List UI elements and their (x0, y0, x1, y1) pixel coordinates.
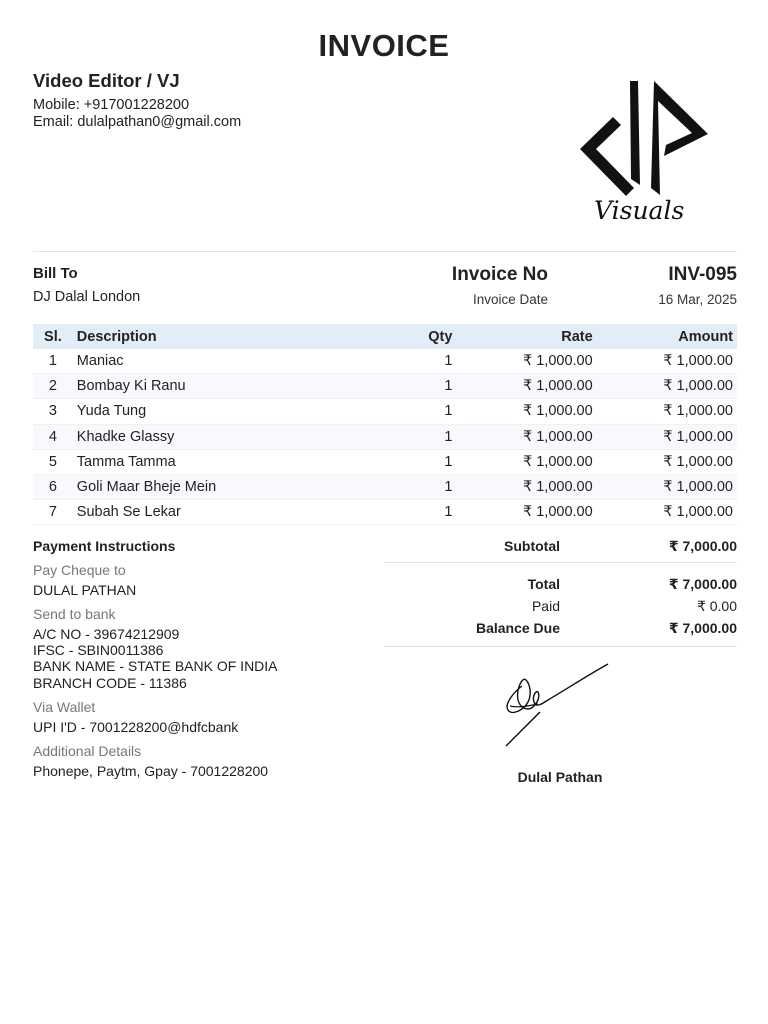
cell-sl: 3 (33, 399, 73, 424)
cell-qty: 1 (375, 449, 453, 474)
invoice-number-label: Invoice No (451, 264, 548, 285)
cell-rate: ₹ 1,000.00 (452, 349, 592, 374)
table-row (33, 424, 737, 449)
cell-description: Bombay Ki Ranu (73, 374, 375, 399)
cell-amount: ₹ 1,000.00 (593, 500, 737, 525)
cell-qty: 1 (375, 474, 453, 499)
header-qty: Qty (375, 324, 453, 349)
bank-name: BANK NAME - STATE BANK OF INDIA (33, 658, 278, 674)
cell-description: Tamma Tamma (73, 449, 375, 474)
invoice-date: 16 Mar, 2025 (658, 292, 737, 307)
table-row (33, 374, 737, 399)
header-description: Description (73, 324, 375, 349)
header-divider (33, 251, 737, 252)
cell-sl: 1 (33, 349, 73, 374)
bank-label: Send to bank (33, 606, 116, 622)
cell-amount: ₹ 1,000.00 (593, 349, 737, 374)
cheque-payee: DULAL PATHAN (33, 582, 137, 598)
cell-qty: 1 (375, 399, 453, 424)
cell-description: Goli Maar Bheje Mein (73, 474, 375, 499)
bank-ifsc: IFSC - SBIN0011386 (33, 642, 164, 658)
cell-sl: 7 (33, 500, 73, 525)
cell-qty: 1 (375, 349, 453, 374)
totals-bottom-divider (384, 646, 737, 647)
cheque-label: Pay Cheque to (33, 562, 126, 578)
subtotal-value: ₹ 7,000.00 (668, 538, 737, 554)
cell-amount: ₹ 1,000.00 (593, 449, 737, 474)
cell-rate: ₹ 1,000.00 (452, 424, 592, 449)
cell-description: Subah Se Lekar (73, 500, 375, 525)
balance-due-value: ₹ 7,000.00 (668, 620, 737, 636)
vp-visuals-logo (570, 75, 720, 227)
items-table (33, 324, 737, 525)
sender-email: Email: dulalpathan0@gmail.com (33, 114, 242, 130)
balance-due-label: Balance Due (475, 620, 560, 636)
items-header-row (33, 324, 737, 349)
cell-sl: 4 (33, 424, 73, 449)
total-label: Total (527, 576, 560, 592)
table-row (33, 399, 737, 424)
invoice-title: INVOICE (318, 28, 450, 63)
payment-instructions-heading: Payment Instructions (33, 538, 176, 554)
total-value: ₹ 7,000.00 (668, 576, 737, 592)
additional-details-label: Additional Details (33, 743, 142, 759)
table-row (33, 449, 737, 474)
cell-rate: ₹ 1,000.00 (452, 449, 592, 474)
cell-description: Yuda Tung (73, 399, 375, 424)
cell-amount: ₹ 1,000.00 (593, 374, 737, 399)
wallet-label: Via Wallet (33, 699, 96, 715)
cell-rate: ₹ 1,000.00 (452, 474, 592, 499)
paid-label: Paid (531, 598, 560, 614)
cell-qty: 1 (375, 424, 453, 449)
cell-rate: ₹ 1,000.00 (452, 374, 592, 399)
header-sl: Sl. (33, 324, 73, 349)
invoice-number: INV-095 (668, 264, 737, 285)
paid-value: ₹ 0.00 (696, 598, 737, 614)
cell-sl: 6 (33, 474, 73, 499)
signer-name: Dulal Pathan (517, 769, 603, 785)
bank-branch: BRANCH CODE - 11386 (33, 675, 187, 691)
bank-account: A/C NO - 39674212909 (33, 626, 180, 642)
totals-divider (384, 562, 737, 563)
bill-to-label: Bill To (33, 265, 78, 282)
table-row (33, 500, 737, 525)
wallet-upi: UPI I'D - 7001228200@hdfcbank (33, 719, 239, 735)
cell-rate: ₹ 1,000.00 (452, 500, 592, 525)
header-amount: Amount (593, 324, 737, 349)
cell-qty: 1 (375, 374, 453, 399)
cell-qty: 1 (375, 500, 453, 525)
sender-name: Video Editor / VJ (33, 70, 180, 91)
logo-text: Visuals (594, 196, 685, 225)
cell-amount: ₹ 1,000.00 (593, 399, 737, 424)
cell-amount: ₹ 1,000.00 (593, 474, 737, 499)
cell-description: Khadke Glassy (73, 424, 375, 449)
cell-sl: 2 (33, 374, 73, 399)
cell-description: Maniac (73, 349, 375, 374)
sender-mobile: Mobile: +917001228200 (33, 97, 190, 113)
cell-rate: ₹ 1,000.00 (452, 399, 592, 424)
cell-sl: 5 (33, 449, 73, 474)
handwritten-signature (498, 660, 613, 752)
cell-amount: ₹ 1,000.00 (593, 424, 737, 449)
table-row (33, 474, 737, 499)
table-row (33, 349, 737, 374)
header-rate: Rate (452, 324, 592, 349)
subtotal-label: Subtotal (504, 538, 560, 554)
additional-details-value: Phonepe, Paytm, Gpay - 7001228200 (33, 763, 269, 779)
invoice-date-label: Invoice Date (472, 292, 548, 307)
bill-to-name: DJ Dalal London (33, 289, 141, 305)
